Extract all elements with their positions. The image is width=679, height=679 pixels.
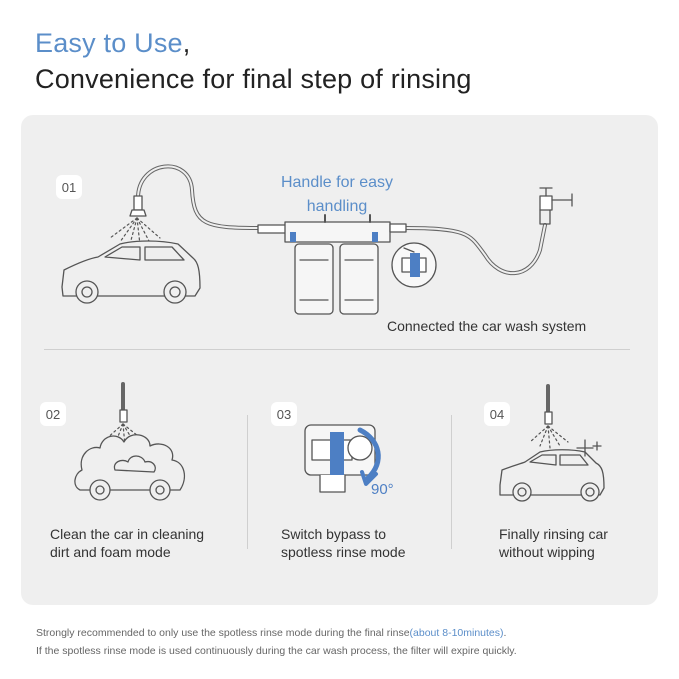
foam-car-icon bbox=[75, 384, 185, 500]
step-03-line1: Switch bypass to bbox=[281, 526, 387, 542]
step-02-line2: dirt and foam mode bbox=[50, 544, 171, 560]
headline: Convenience for final step of rinsing bbox=[35, 64, 472, 94]
faucet-icon bbox=[540, 188, 572, 224]
headline-comma: , bbox=[182, 28, 191, 58]
step-04-line1: Finally rinsing car bbox=[499, 526, 608, 542]
headline-accent-text: Easy to Use bbox=[35, 28, 183, 58]
rotation-angle-label: 90° bbox=[371, 481, 394, 498]
filter-system-icon bbox=[258, 215, 406, 314]
step-02-line1: Clean the car in cleaning bbox=[50, 526, 205, 542]
step-03-line2: spotless rinse mode bbox=[281, 544, 406, 560]
footer-note-2: If the spotless rinse mode is used continuously during the car wash process, the filter will expire quickly. bbox=[36, 645, 517, 657]
step-badge-01: 01 bbox=[56, 175, 82, 199]
step-04-line2: without wipping bbox=[499, 544, 595, 560]
system-caption: Connected the car wash system bbox=[387, 318, 587, 334]
step-badge-03: 03 bbox=[271, 402, 297, 426]
clean-car-icon bbox=[500, 386, 604, 501]
step-badge-04: 04 bbox=[484, 402, 510, 426]
footer-note-1-text: Strongly recommended to only use the spotless rinse mode during the final rinse bbox=[36, 627, 410, 639]
step-badge-02: 02 bbox=[40, 402, 66, 426]
handle-label-line1: Handle for easy bbox=[280, 174, 394, 191]
car-icon-main bbox=[62, 241, 200, 303]
handle-label-line2: handling bbox=[306, 198, 368, 215]
spray-nozzle-icon bbox=[110, 196, 160, 245]
valve-zoom-icon bbox=[392, 243, 436, 287]
footer-note-1-accent: (about 8-10minutes) bbox=[409, 627, 504, 639]
footer-note-1-end: . bbox=[503, 627, 507, 639]
